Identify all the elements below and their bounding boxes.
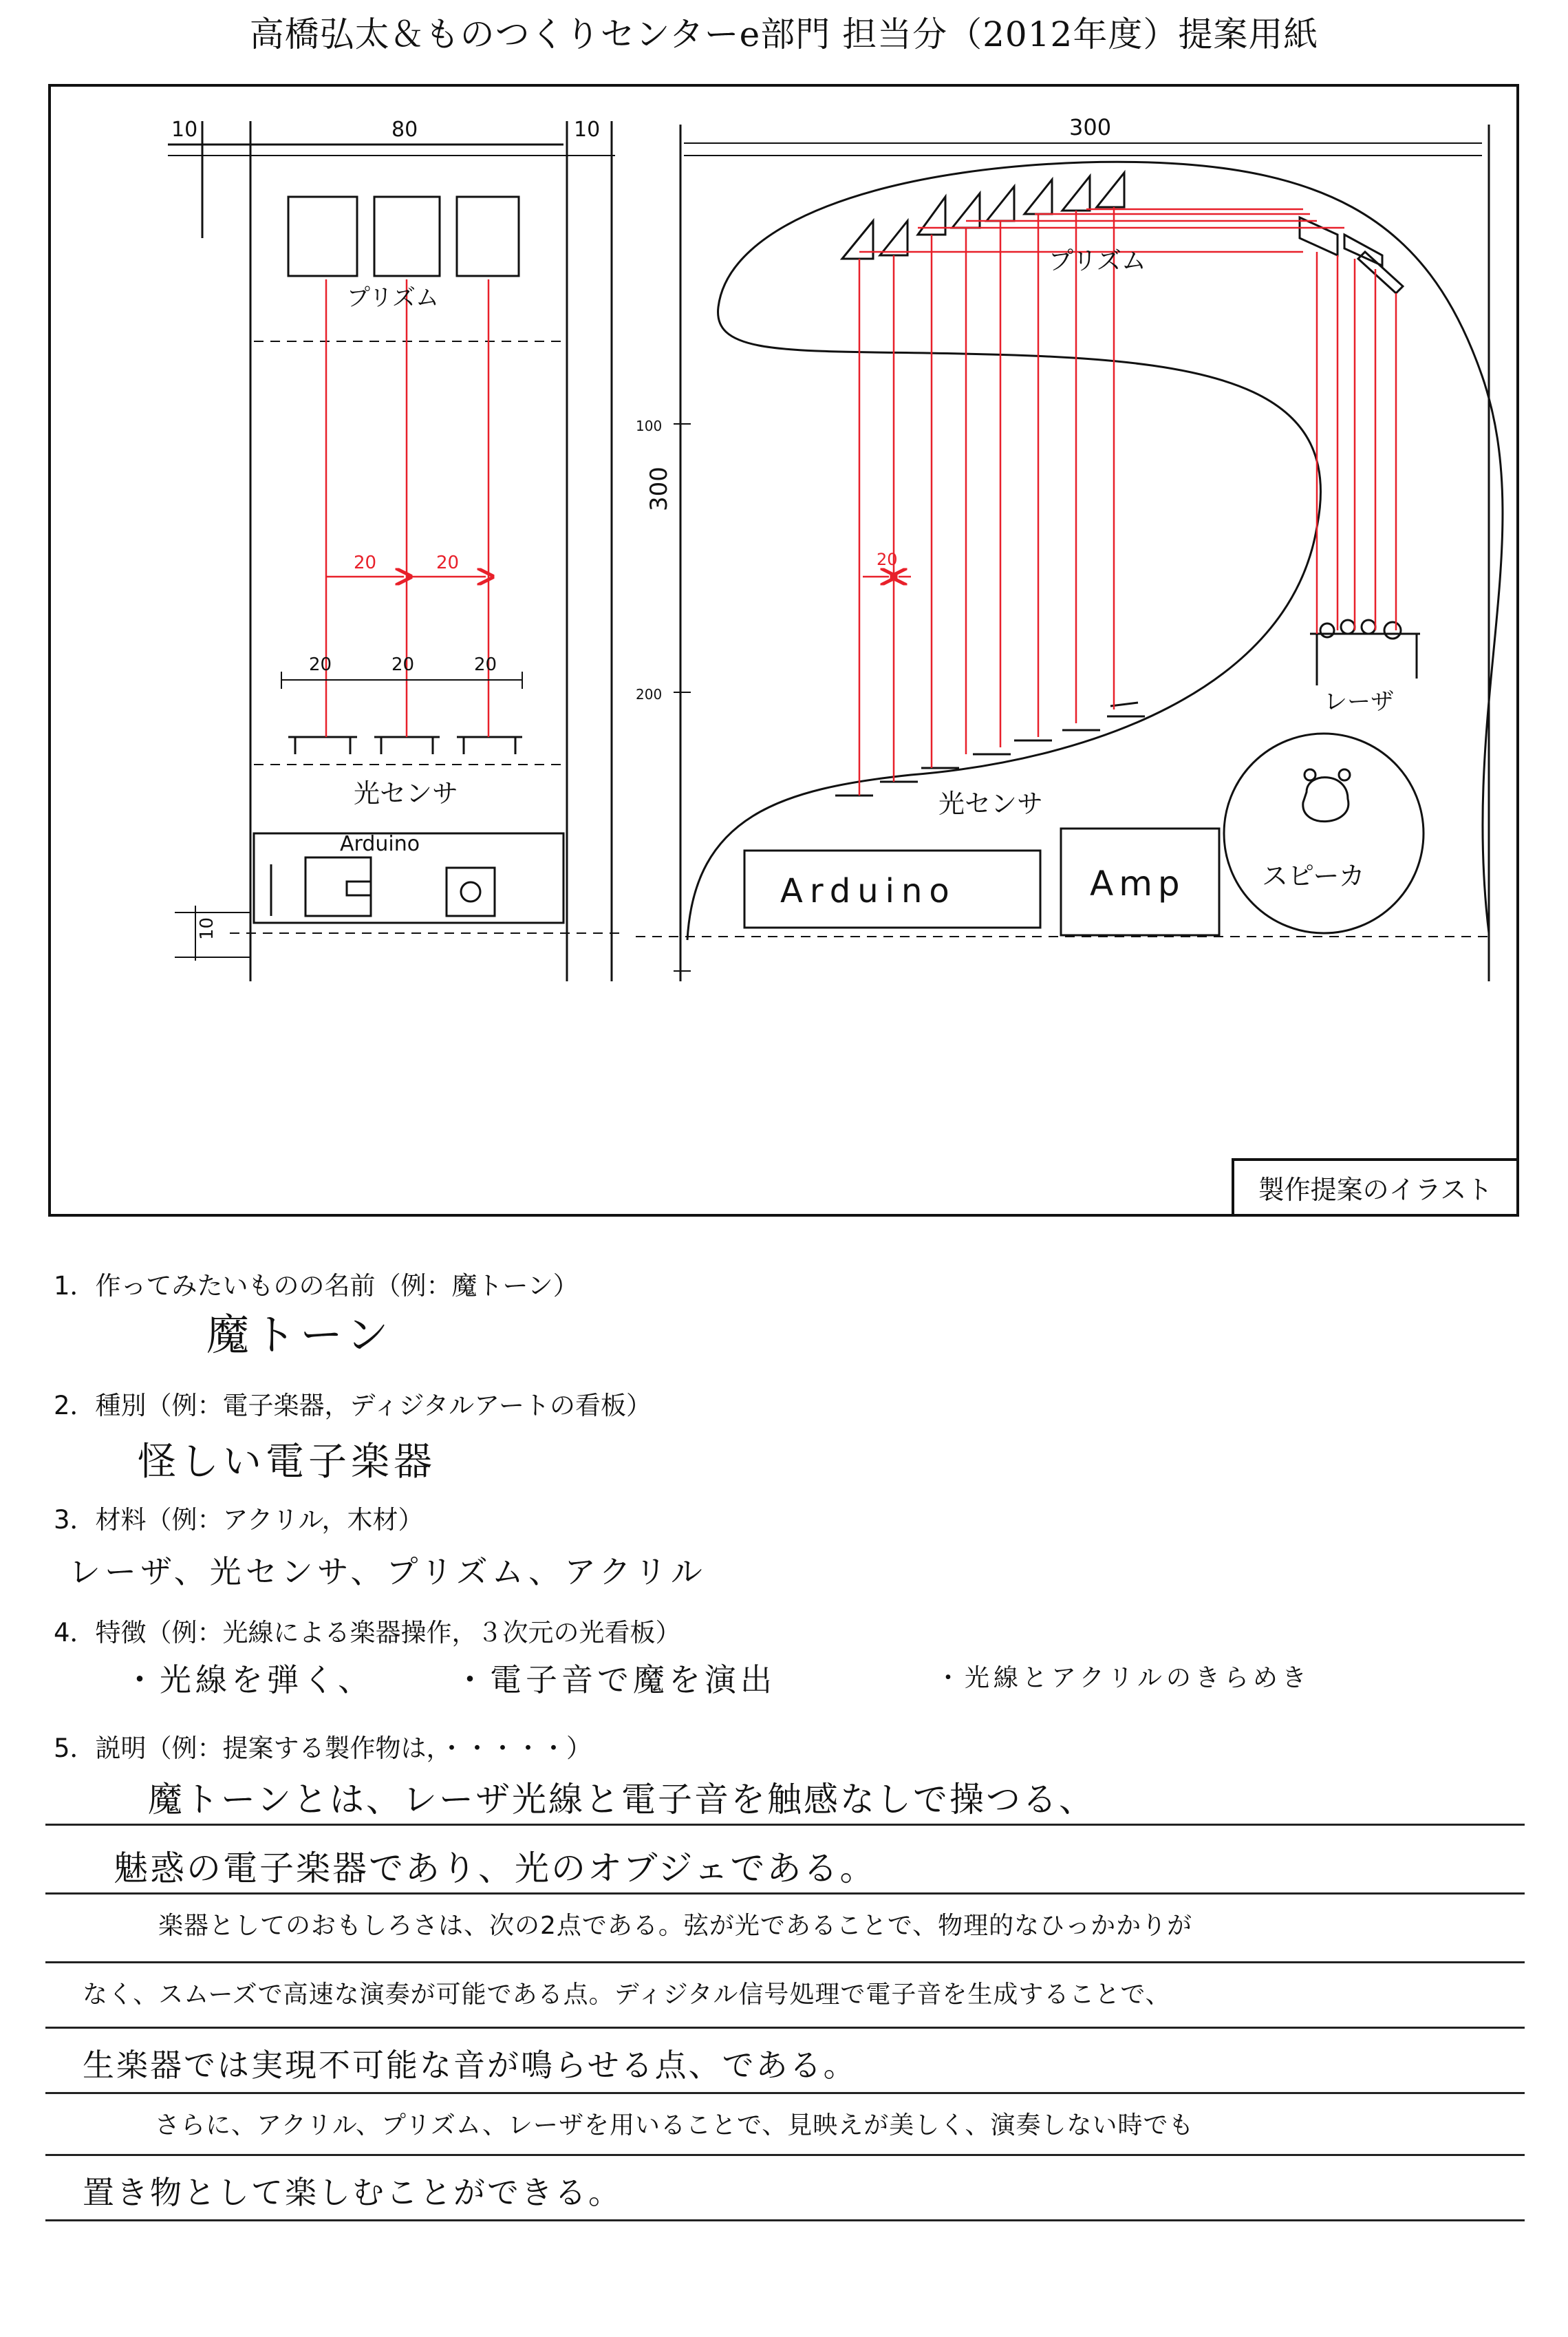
dim-left-10b: 10: [574, 118, 601, 142]
right-sensor-label: 光センサ: [938, 789, 1044, 819]
tick-100: 100: [636, 418, 663, 434]
tick-200: 200: [636, 686, 663, 703]
left-spacing-1: 20: [354, 553, 377, 573]
q3-label: 3．材料（例：アクリル，木材）: [54, 1505, 424, 1535]
q1-label: 1．作ってみたいものの名前（例：魔トーン）: [54, 1271, 579, 1301]
q4-answer-3: ・光線とアクリルのきらめき: [936, 1664, 1311, 1692]
right-laser-beams: [859, 207, 1396, 796]
dim-left-80: 80: [391, 118, 418, 142]
explanation-line-6: さらに、アクリル、プリズム、レーザを用いることで、見映えが美しく、演奏しない時でも: [155, 2111, 1194, 2139]
laser-label: レーザ: [1324, 688, 1394, 716]
rule-line: [45, 2154, 1525, 2156]
rule-line: [45, 2027, 1525, 2029]
q4-answer-1: ・光線を弾く、: [124, 1661, 374, 1698]
explanation-line-4: なく、スムーズで高速な演奏が可能である点。ディジタル信号処理で電子音を生成することで、: [83, 1981, 1171, 2009]
left-sensor-label: 光センサ: [354, 778, 459, 809]
left-spacing-5: 20: [474, 654, 497, 675]
illustration-drawing: [51, 87, 1522, 1219]
q4-label: 4．特徴（例：光線による楽器操作，３次元の光看板）: [54, 1618, 681, 1647]
q5-label: 5．説明（例：提案する製作物は，・・・・・）: [54, 1733, 592, 1763]
rule-line: [45, 2219, 1525, 2221]
amp-label: Amp: [1090, 864, 1185, 904]
left-arduino-label: Arduino: [340, 832, 420, 856]
rule-line: [45, 1824, 1525, 1826]
left-spacing-3: 20: [309, 654, 332, 675]
prism-box-3: [457, 197, 519, 276]
explanation-line-1: 魔トーンとは、レーザ光線と電子音を触感なしで操つる、: [148, 1780, 1095, 1820]
rule-line: [45, 1892, 1525, 1895]
right-prism-label: プリズム: [1049, 247, 1146, 275]
q1-answer: 魔トーン: [206, 1310, 393, 1360]
dim-left-10c: 10: [197, 917, 217, 940]
illustration-frame: [48, 84, 1519, 1217]
explanation-line-7: 置き物として楽しむことができる。: [83, 2174, 622, 2211]
explanation-line-5: 生楽器では実現不可能な音が鳴らせる点、である。: [83, 2047, 857, 2084]
left-prism-label: プリズム: [347, 284, 439, 312]
speaker-label: スピーカ: [1262, 861, 1365, 891]
right-spacing: 20: [877, 550, 898, 569]
dim-left-10a: 10: [171, 118, 198, 142]
q3-answer: レーザ、光センサ、プリズム、アクリル: [69, 1553, 707, 1590]
explanation-line-2: 魅惑の電子楽器であり、光のオブジェである。: [114, 1848, 877, 1888]
right-arduino-label: Arduino: [780, 872, 956, 910]
explanation-line-3: 楽器としてのおもしろさは、次の2点である。弦が光であることで、物理的なひっかかりが: [158, 1912, 1193, 1940]
q2-label: 2．種別（例：電子楽器，ディジタルアートの看板）: [54, 1391, 652, 1420]
prism-box-2: [374, 197, 440, 276]
rule-line: [45, 2092, 1525, 2094]
rule-line: [45, 1961, 1525, 1963]
speaker-circle: [1224, 734, 1424, 933]
q4-answer-2: ・電子音で魔を演出: [454, 1661, 776, 1698]
illustration-caption: 製作提案のイラスト: [1232, 1158, 1519, 1217]
page-title: 高橋弘太＆ものつくりセンターe部門 担当分（2012年度）提案用紙: [249, 14, 1319, 54]
q2-answer: 怪しい電子楽器: [138, 1440, 436, 1484]
left-spacing-4: 20: [391, 654, 415, 675]
dim-right-300: 300: [1069, 114, 1112, 140]
dim-right-side-300: 300: [645, 467, 673, 511]
prism-box-1: [288, 197, 357, 276]
left-spacing-2: 20: [436, 553, 460, 573]
